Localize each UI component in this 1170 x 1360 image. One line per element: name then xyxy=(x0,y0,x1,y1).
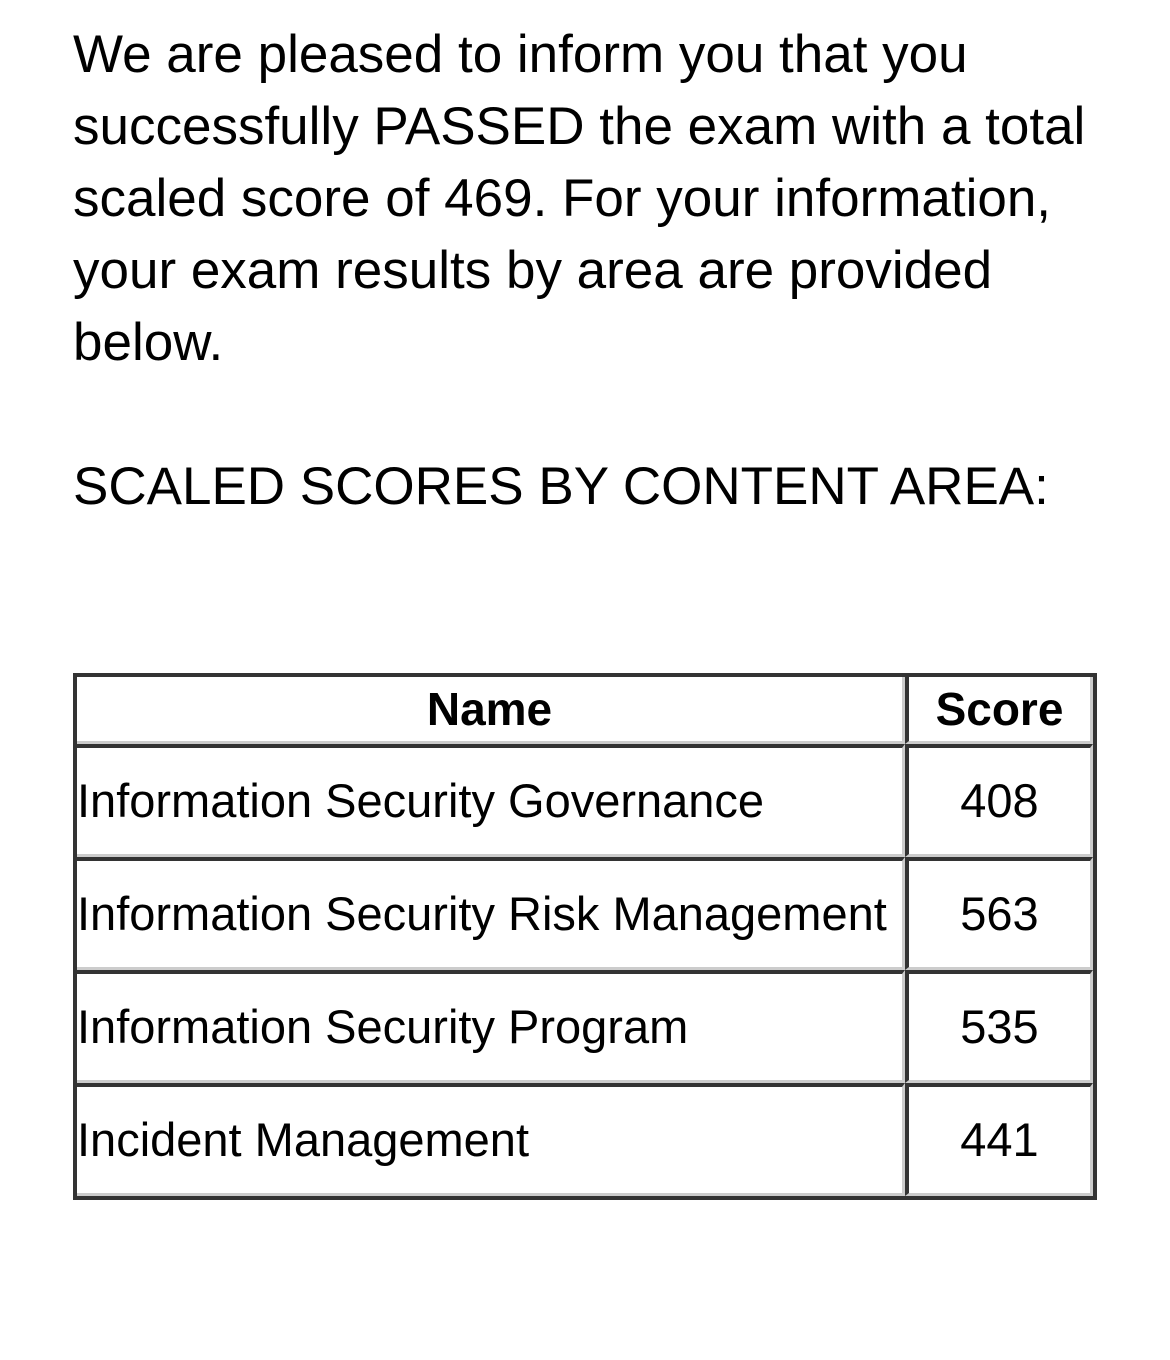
content-area-score: 408 xyxy=(905,744,1093,857)
table-row xyxy=(77,744,1093,857)
score-column-header: Score xyxy=(905,677,1093,744)
content-area-name: Incident Management xyxy=(77,1083,905,1196)
content-area-name: Information Security Risk Management xyxy=(77,857,905,970)
scores-table-header xyxy=(77,677,1093,744)
content-area-score: 441 xyxy=(905,1083,1093,1196)
content-area-name: Information Security Program xyxy=(77,970,905,1083)
content-area-score: 535 xyxy=(905,970,1093,1083)
result-message: We are pleased to inform you that you successfully PASSED the exam with a total scaled score of 469. For your information, your exam results by area are provided below. xyxy=(73,25,1086,372)
header-row xyxy=(77,677,1093,744)
table-row xyxy=(77,1083,1093,1196)
content-area-name: Information Security Governance xyxy=(77,744,905,857)
content-area-score: 563 xyxy=(905,857,1093,970)
name-column-header: Name xyxy=(77,677,905,744)
scores-table-body xyxy=(77,744,1093,1196)
table-row xyxy=(77,857,1093,970)
section-heading: SCALED SCORES BY CONTENT AREA: xyxy=(73,457,1049,516)
scores-table xyxy=(73,673,1097,1200)
table-row xyxy=(77,970,1093,1083)
